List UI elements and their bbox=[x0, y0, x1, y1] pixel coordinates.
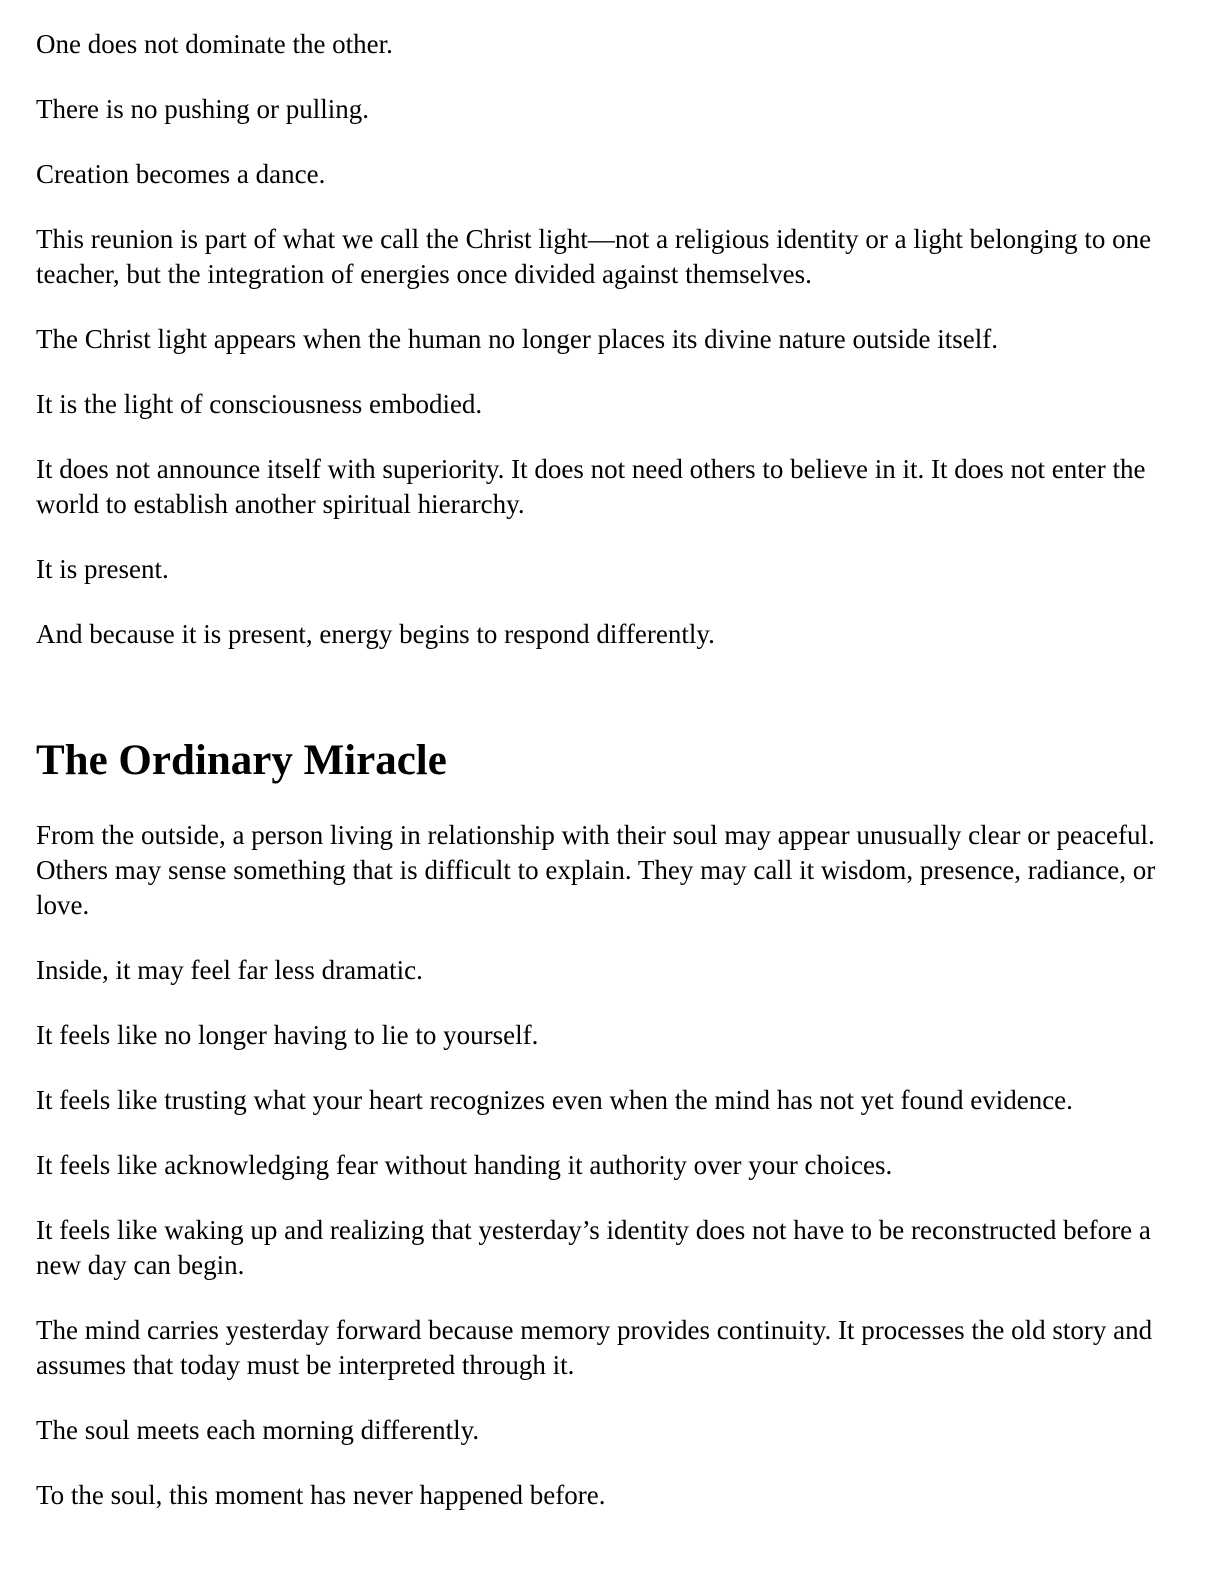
paragraph: It is the light of consciousness embodied. bbox=[36, 389, 483, 419]
paragraph: The mind carries yesterday forward because memory provides continuity. It processes the old story and assumes that today must be interpreted through it. bbox=[36, 1315, 1153, 1380]
paragraph: The Christ light appears when the human no longer places its divine nature outside itself. bbox=[36, 324, 999, 354]
section-heading: The Ordinary Miracle bbox=[36, 737, 447, 784]
paragraph: It feels like no longer having to lie to yourself. bbox=[36, 1020, 539, 1050]
paragraph: It feels like trusting what your heart recognizes even when the mind has not yet found evidence. bbox=[36, 1085, 1073, 1115]
paragraph: It is present. bbox=[36, 554, 169, 584]
section-christ-light bbox=[36, 27, 1192, 652]
paragraph: From the outside, a person living in relationship with their soul may appear unusually clear or peaceful. Others may sense something that is difficult to explain. They may call it wisdom, presence, radiance, or love. bbox=[36, 820, 1156, 920]
paragraph: It feels like waking up and realizing that yesterday’s identity does not have to be reconstructed before a new day can begin. bbox=[36, 1215, 1151, 1280]
paragraph: To the soul, this moment has never happened before. bbox=[36, 1480, 606, 1510]
paragraph: It feels like acknowledging fear without handing it authority over your choices. bbox=[36, 1150, 893, 1180]
paragraph: It does not announce itself with superiority. It does not need others to believe in it. It does not enter the world to establish another spiritual hierarchy. bbox=[36, 454, 1146, 519]
paragraph: Creation becomes a dance. bbox=[36, 159, 326, 189]
paragraph: One does not dominate the other. bbox=[36, 29, 393, 59]
section-ordinary-miracle bbox=[36, 736, 1192, 1513]
paragraph: Inside, it may feel far less dramatic. bbox=[36, 955, 423, 985]
paragraph: The soul meets each morning differently. bbox=[36, 1415, 480, 1445]
paragraph: There is no pushing or pulling. bbox=[36, 94, 369, 124]
paragraph: This reunion is part of what we call the Christ light—not a religious identity or a light belonging to one teacher, but the integration of energies once divided against themselves. bbox=[36, 224, 1152, 289]
paragraph: And because it is present, energy begins to respond differently. bbox=[36, 619, 715, 649]
